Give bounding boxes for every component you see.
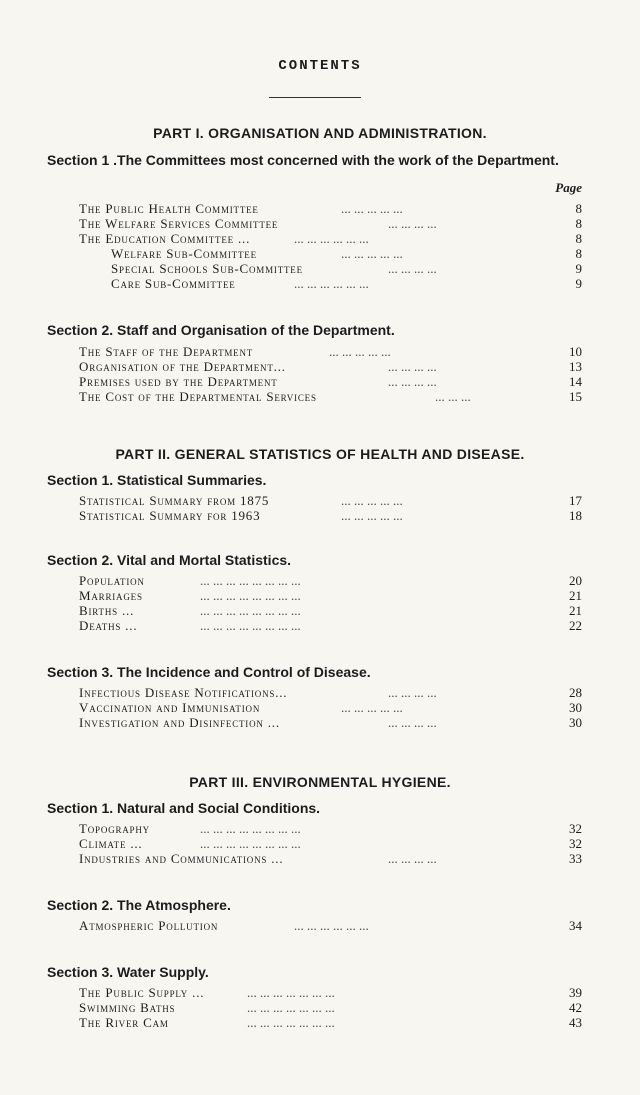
leader-dots: ... ... ... ...: [388, 685, 437, 700]
entry-page: 14: [569, 374, 582, 389]
entry-page: 39: [569, 985, 582, 1000]
entry-label: Welfare Sub-Committee: [111, 246, 257, 261]
section-heading: Section 1 .The Committees most concerned with the work of the Department.: [47, 152, 559, 168]
entry-page: 17: [569, 493, 582, 508]
entry-label: The Public Supply ...: [79, 985, 205, 1000]
part-heading: PART II. GENERAL STATISTICS OF HEALTH AND DISEASE.: [115, 446, 525, 462]
toc-entry: [79, 1000, 582, 1015]
entry-label: Care Sub-Committee: [111, 276, 236, 291]
entry-page: 32: [569, 836, 582, 851]
entry-page: 8: [575, 246, 582, 261]
leader-dots: ... ... ... ... ... ...: [294, 918, 369, 933]
toc-entry: [79, 344, 582, 359]
leader-dots: ... ... ... ... ... ...: [294, 276, 369, 291]
entry-label: Population: [79, 573, 145, 588]
entry-page: 43: [569, 1015, 582, 1030]
entry-page: 9: [575, 261, 582, 276]
entry-label: Atmospheric Pollution: [79, 918, 219, 933]
toc-entry: [79, 508, 582, 523]
entry-page: 8: [575, 201, 582, 216]
section-heading: Section 1. Statistical Summaries.: [47, 472, 267, 488]
entry-label: Deaths ...: [79, 618, 138, 633]
toc-entry: [79, 374, 582, 389]
entry-label: Premises used by the Department: [79, 374, 278, 389]
leader-dots: ... ... ... ... ...: [329, 344, 391, 359]
entry-page: 20: [569, 573, 582, 588]
section-heading: Section 2. Vital and Mortal Statistics.: [47, 552, 292, 568]
toc-entry: [79, 389, 582, 404]
leader-dots: ... ... ... ... ... ... ...: [247, 1015, 335, 1030]
leader-dots: ... ... ... ...: [388, 374, 437, 389]
entry-label: The River Cam: [79, 1015, 169, 1030]
entry-label: Marriages: [79, 588, 143, 603]
page-column-header: Page: [555, 180, 582, 195]
toc-entry: [79, 700, 582, 715]
entry-label: Organisation of the Department...: [79, 359, 286, 374]
entry-page: 10: [569, 344, 582, 359]
toc-entry: [79, 231, 582, 246]
section-heading: Section 3. Water Supply.: [47, 964, 209, 980]
entry-page: 22: [569, 618, 582, 633]
toc-entry: [111, 246, 582, 261]
toc-entry: [79, 603, 582, 618]
leader-dots: ... ... ... ... ...: [341, 493, 403, 508]
toc-entry: [79, 685, 582, 700]
leader-dots: ... ... ... ...: [388, 216, 437, 231]
entry-page: 32: [569, 821, 582, 836]
entry-page: 42: [569, 1000, 582, 1015]
entry-label: Statistical Summary for 1963: [79, 508, 261, 523]
entry-page: 9: [575, 276, 582, 291]
leader-dots: ... ... ... ... ... ... ... ...: [200, 573, 301, 588]
entry-page: 8: [575, 231, 582, 246]
leader-dots: ... ... ... ...: [388, 261, 437, 276]
entry-label: Industries and Communications ...: [79, 851, 284, 866]
entry-page: 30: [569, 700, 582, 715]
toc-entry: [79, 715, 582, 730]
toc-entry: [79, 821, 582, 836]
section-heading: Section 3. The Incidence and Control of Disease.: [47, 664, 371, 680]
entry-label: Investigation and Disinfection ...: [79, 715, 280, 730]
toc-entry: [79, 359, 582, 374]
entry-page: 34: [569, 918, 582, 933]
entry-page: 8: [575, 216, 582, 231]
toc-entry: [79, 836, 582, 851]
leader-dots: ... ... ... ... ... ... ... ...: [200, 588, 301, 603]
entry-label: The Cost of the Departmental Services: [79, 389, 317, 404]
toc-entry: [79, 618, 582, 633]
leader-dots: ... ... ... ... ...: [341, 201, 403, 216]
toc-entry: [79, 985, 582, 1000]
toc-entry: [111, 276, 582, 291]
entry-page: 13: [569, 359, 582, 374]
entry-label: The Education Committee ...: [79, 231, 251, 246]
leader-dots: ... ... ... ... ... ... ... ...: [200, 618, 301, 633]
leader-dots: ... ... ... ... ...: [341, 508, 403, 523]
entry-page: 18: [569, 508, 582, 523]
entry-page: 28: [569, 685, 582, 700]
toc-entry: [79, 918, 582, 933]
entry-label: Climate ...: [79, 836, 143, 851]
entry-page: 21: [569, 603, 582, 618]
toc-entry: [79, 493, 582, 508]
entry-label: The Welfare Services Committee: [79, 216, 279, 231]
section-heading: Section 2. Staff and Organisation of the Department.: [47, 322, 395, 338]
page-title: CONTENTS: [278, 58, 362, 74]
leader-dots: ... ... ... ... ... ... ... ...: [200, 836, 301, 851]
entry-page: 33: [569, 851, 582, 866]
entry-page: 15: [569, 389, 582, 404]
part-heading: PART III. ENVIRONMENTAL HYGIENE.: [189, 774, 451, 790]
part-heading: PART I. ORGANISATION AND ADMINISTRATION.: [153, 125, 487, 141]
entry-page: 30: [569, 715, 582, 730]
toc-entry: [79, 216, 582, 231]
leader-dots: ... ... ...: [435, 389, 471, 404]
entry-label: Infectious Disease Notifications...: [79, 685, 288, 700]
leader-dots: ... ... ... ... ...: [341, 700, 403, 715]
entry-label: Vaccination and Immunisation: [79, 700, 261, 715]
toc-entry: [79, 588, 582, 603]
entry-page: 21: [569, 588, 582, 603]
entry-label: Swimming Baths: [79, 1000, 176, 1015]
leader-dots: ... ... ... ... ... ... ...: [247, 1000, 335, 1015]
entry-label: Births ...: [79, 603, 135, 618]
leader-dots: ... ... ... ... ...: [341, 246, 403, 261]
section-heading: Section 2. The Atmosphere.: [47, 897, 231, 913]
title-divider: [269, 97, 361, 98]
section-heading: Section 1. Natural and Social Conditions.: [47, 800, 321, 816]
entry-label: The Public Health Committee: [79, 201, 259, 216]
leader-dots: ... ... ... ...: [388, 851, 437, 866]
leader-dots: ... ... ... ... ... ... ...: [247, 985, 335, 1000]
toc-entry: [79, 851, 582, 866]
entry-label: Topography: [79, 821, 150, 836]
leader-dots: ... ... ... ...: [388, 715, 437, 730]
entry-label: Special Schools Sub-Committee: [111, 261, 303, 276]
leader-dots: ... ... ... ... ... ... ... ...: [200, 603, 301, 618]
toc-entry: [111, 261, 582, 276]
toc-entry: [79, 1015, 582, 1030]
leader-dots: ... ... ... ...: [388, 359, 437, 374]
leader-dots: ... ... ... ... ... ...: [294, 231, 369, 246]
leader-dots: ... ... ... ... ... ... ... ...: [200, 821, 301, 836]
entry-label: Statistical Summary from 1875: [79, 493, 270, 508]
toc-entry: [79, 201, 582, 216]
toc-entry: [79, 573, 582, 588]
entry-label: The Staff of the Department: [79, 344, 254, 359]
